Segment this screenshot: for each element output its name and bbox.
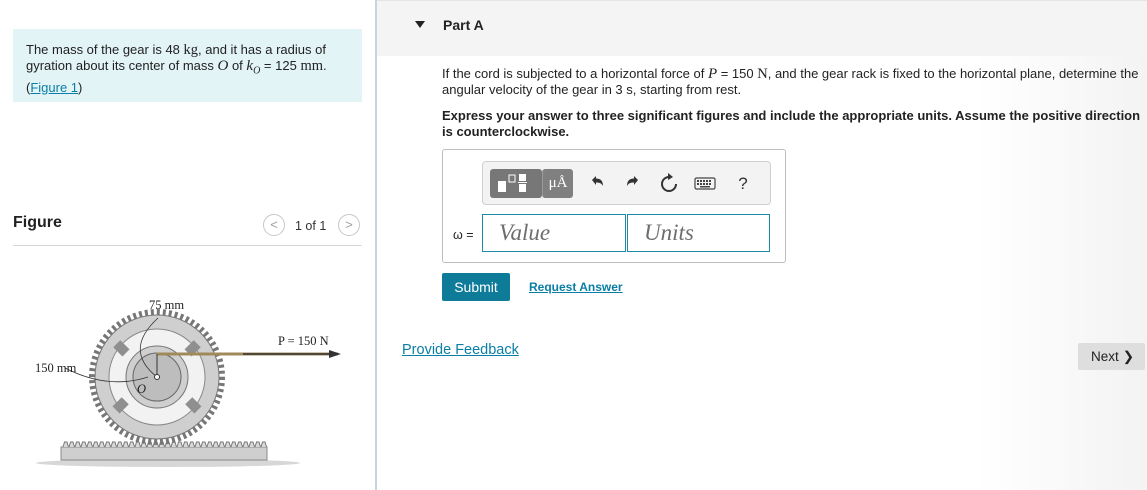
problem-text-1: The mass of the gear is 48 [26, 42, 184, 57]
rack-tooth [111, 442, 117, 447]
figure-link-close: ) [78, 79, 83, 95]
submit-button[interactable]: Submit [442, 273, 510, 301]
figure-next-button[interactable]: > [338, 214, 360, 236]
label-O: O [137, 382, 147, 396]
figure-pager-count: 1 of 1 [295, 219, 327, 233]
mass-unit: kg [183, 42, 199, 58]
problem-statement [13, 29, 362, 102]
k-symbol: k [246, 58, 254, 74]
redo-icon[interactable] [619, 169, 647, 198]
rack-tooth [123, 442, 129, 447]
answer-box [442, 149, 786, 263]
part-a-question [442, 66, 1147, 98]
rack-tooth [201, 442, 207, 447]
rack-tooth [249, 442, 255, 447]
provide-feedback-link[interactable]: Provide Feedback [402, 342, 519, 358]
math-toolbar [482, 161, 771, 205]
question-text-2: = 150 [717, 66, 758, 81]
rack-tooth [93, 442, 99, 447]
rack-tooth [177, 442, 183, 447]
rack-tooth [99, 442, 105, 447]
rack-tooth [255, 442, 261, 447]
rack-tooth [105, 442, 111, 447]
rack-tooth [237, 442, 243, 447]
problem-text-5: . [323, 58, 327, 73]
right-pane [377, 0, 1147, 490]
reset-icon[interactable] [655, 169, 683, 198]
part-a-header[interactable] [377, 0, 1147, 56]
next-button[interactable] [1078, 343, 1145, 370]
collapse-caret-icon[interactable] [415, 21, 425, 28]
rack-tooth [63, 442, 69, 447]
center-symbol: O [217, 58, 229, 74]
part-a-instruction: Express your answer to three significant figures and include the appropriate units. Assume the positive direction is counterclockwise. [442, 108, 1141, 139]
rack-tooth [243, 442, 249, 447]
rack-tooth [225, 442, 231, 447]
rack-tooth [81, 442, 87, 447]
question-text-1: If the cord is subjected to a horizontal force of [442, 66, 708, 81]
rack-tooth [207, 442, 213, 447]
rack-tooth [75, 442, 81, 447]
label-150mm: 150 mm [35, 361, 77, 375]
figure-link-open: ( [26, 79, 31, 95]
question-text-3: , and the gear rack is fixed to the horizontal plane, determine the angular velocity of the gear in 3 s, starting from rest. [442, 66, 1139, 97]
rack-tooth [189, 442, 195, 447]
left-pane [0, 0, 376, 490]
rack-tooth [69, 442, 75, 447]
rack-tooth [135, 442, 141, 447]
templates-button[interactable] [490, 169, 542, 198]
rack-tooth [231, 442, 237, 447]
problem-text-3: of [228, 58, 247, 73]
rack-tooth [219, 442, 225, 447]
figure-link[interactable]: Figure 1 [30, 79, 79, 95]
rack-tooth [213, 442, 219, 447]
rack-tooth [117, 442, 123, 447]
figure-title: Figure [13, 214, 62, 231]
request-answer-link[interactable]: Request Answer [529, 280, 623, 294]
rack-tooth [183, 442, 189, 447]
question-P: P [707, 66, 718, 82]
question-N: N [757, 66, 768, 82]
rack-tooth [195, 442, 201, 447]
rack-tooth [261, 442, 267, 447]
gear-rack [61, 447, 267, 460]
k-unit: mm [300, 58, 323, 74]
omega-label: ω = [453, 228, 474, 242]
k-subscript: O [253, 65, 261, 77]
gear-figure [13, 290, 353, 475]
keyboard-icon[interactable] [691, 169, 719, 198]
rack-tooth [129, 442, 135, 447]
help-button[interactable]: ? [738, 174, 748, 193]
units-button[interactable]: μÅ [542, 169, 573, 198]
problem-text-2: , and it has a radius of gyration about its center of mass [26, 42, 326, 73]
figure-header [13, 213, 362, 246]
value-input[interactable] [482, 214, 626, 252]
figure-prev-button[interactable]: < [263, 214, 285, 236]
force-arrow-head [329, 350, 341, 358]
rack-teeth [63, 442, 267, 447]
undo-icon[interactable] [583, 169, 611, 198]
chevron-right-icon: ❯ [1122, 349, 1135, 364]
center-O-dot [155, 375, 160, 380]
label-force: P = 150 N [278, 334, 329, 348]
units-input[interactable] [627, 214, 770, 252]
part-a-title: Part A [443, 17, 484, 33]
problem-text-4: = 125 [260, 58, 301, 73]
next-label: Next [1091, 349, 1119, 364]
rack-tooth [87, 442, 93, 447]
templates-icon [490, 169, 542, 198]
label-75mm: 75 mm [149, 298, 185, 312]
